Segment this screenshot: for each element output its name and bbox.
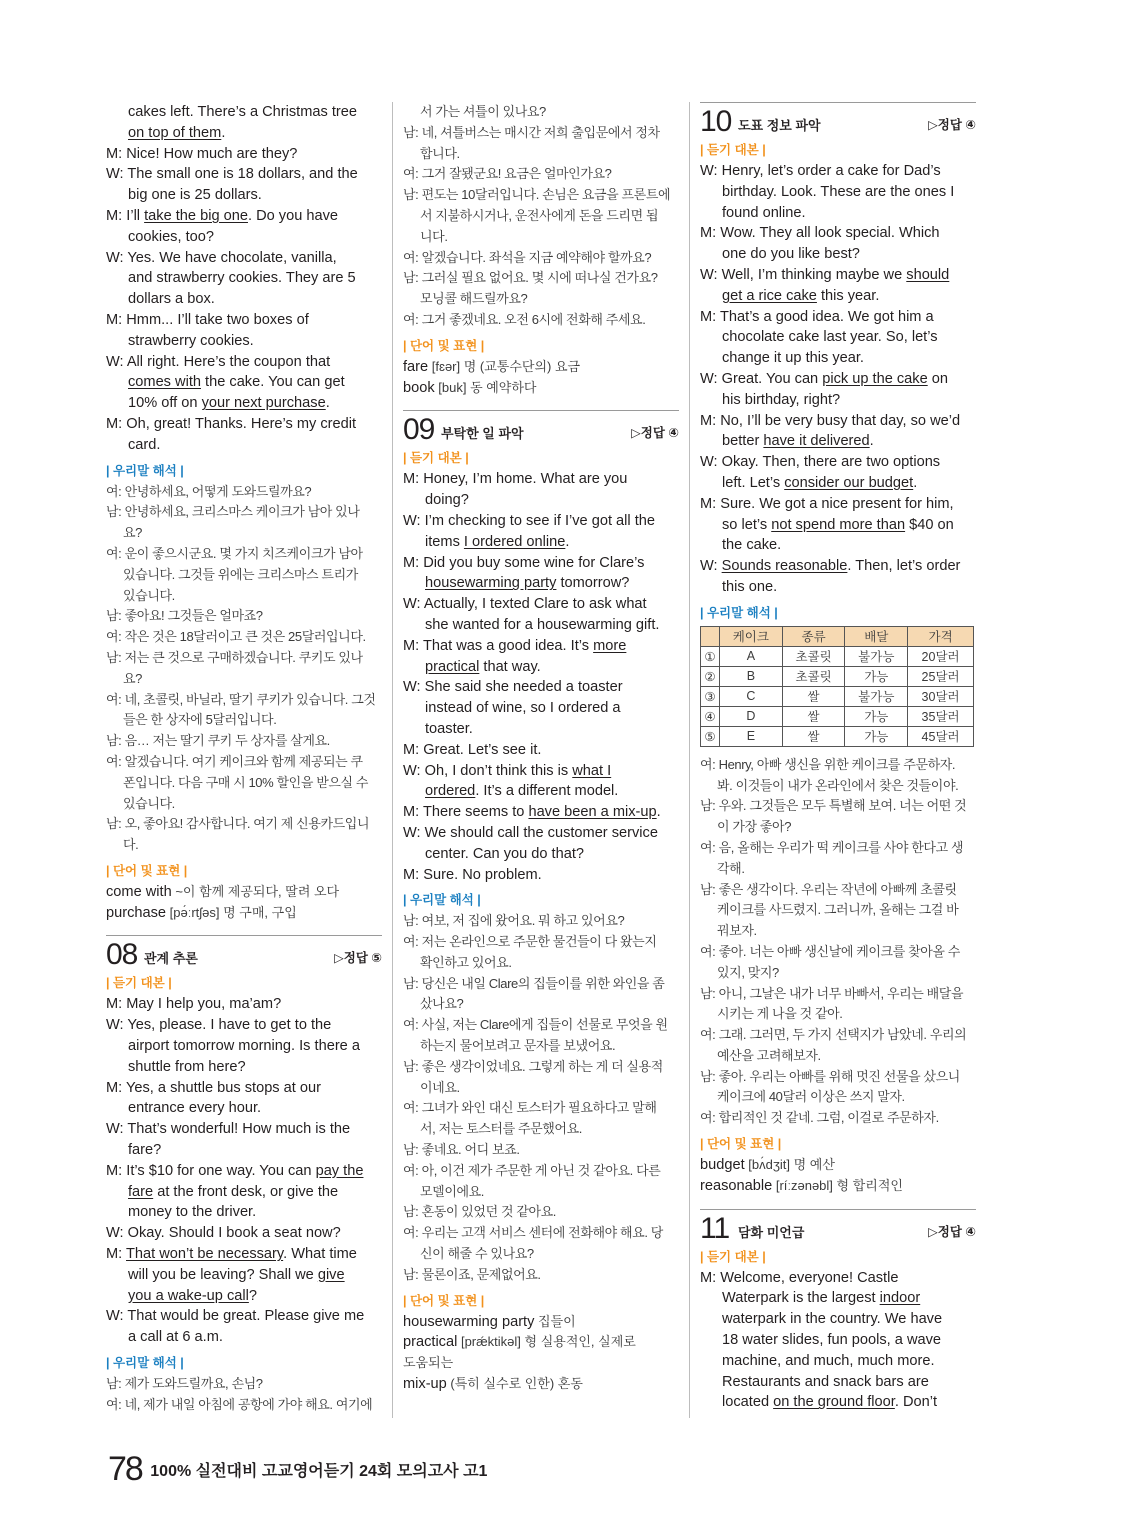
script-line: comes with the cake. You can get xyxy=(128,374,345,391)
translation-line: 있지, 맞지? xyxy=(717,964,779,980)
script-line: M: Yes, a shuttle bus stops at our xyxy=(106,1079,321,1096)
translation-line: 남: 편도는 10달러입니다. 손님은 요금을 프론트에 xyxy=(403,187,671,203)
translation-line: 케이크를 사드렸지. 그러니까, 올해는 그걸 바 xyxy=(717,902,959,918)
vocab-item: book [buk] 동 예약하다 xyxy=(403,379,537,396)
question-title: 관계 추론 xyxy=(144,951,198,967)
translation-line: 남: 좋은 생각이었네요. 그렇게 하는 게 더 실용적 xyxy=(403,1058,663,1074)
column-2 xyxy=(403,102,679,1395)
table-cell: C xyxy=(720,686,783,706)
question-number: 09 xyxy=(403,413,435,447)
script-line: 18 water slides, fun pools, a wave xyxy=(722,1332,942,1349)
script-line: ordered. It’s a different model. xyxy=(425,783,619,800)
script-label: | 듣기 대본 | xyxy=(106,976,172,991)
translation-line: 각해. xyxy=(717,860,745,876)
script-line: the cake. xyxy=(722,537,782,554)
script-line: get a rice cake this year. xyxy=(722,287,880,304)
script-line: W: All right. Here’s the coupon that xyxy=(106,353,331,370)
script-line: toaster. xyxy=(425,720,473,737)
script-line: 10% off on your next purchase. xyxy=(128,395,330,412)
translation-line: 들은 한 상자에 5달러입니다. xyxy=(123,712,277,728)
script-line: shuttle from here? xyxy=(128,1058,246,1075)
script-line: M: Honey, I’m home. What are you xyxy=(403,471,628,488)
answer-badge: ▷정답 ④ xyxy=(631,426,679,441)
script-line: M: Great. Let’s see it. xyxy=(403,741,542,758)
column-divider-2 xyxy=(689,102,690,1418)
vocab-item: come with ~이 함께 제공되다, 딸려 오다 xyxy=(106,883,340,900)
script-line: W: The small one is 18 dollars, and the xyxy=(106,166,358,183)
translation-line: 여: 알겠습니다. 좌석을 지금 예약해야 할까요? xyxy=(403,249,652,265)
script-line: M: I’ll take the big one. Do you have xyxy=(106,207,339,224)
translation-line: 여: 작은 것은 18달러이고 큰 것은 25달러입니다. xyxy=(106,629,366,645)
script-line: this one. xyxy=(722,578,778,595)
table-cell: ① xyxy=(701,646,720,666)
vocab-label: | 단어 및 표현 | xyxy=(403,338,485,353)
script-line: left. Let’s consider our budget. xyxy=(722,474,918,491)
script-line: housewarming party tomorrow? xyxy=(425,575,630,592)
script-line: M: No, I’ll be very busy that day, so we’d xyxy=(700,412,961,429)
vocab-label: | 단어 및 표현 | xyxy=(403,1293,485,1308)
script-line: doing? xyxy=(425,492,469,509)
vocab-item: practical [prǽktikəl] 형 실용적인, 실제로 xyxy=(403,1334,636,1351)
translation-line: 남: 혼동이 있었던 것 같아요. xyxy=(403,1204,557,1220)
answer-badge: ▷정답 ④ xyxy=(928,118,976,132)
script-line: located on the ground floor. Don’t xyxy=(722,1394,938,1411)
script-line: M: May I help you, ma’am? xyxy=(106,996,282,1013)
translation-line: 폰입니다. 다음 구매 시 10% 할인을 받으실 수 xyxy=(123,774,369,790)
script-line: W: Yes. We have chocolate, vanilla, xyxy=(106,249,337,266)
answer-badge: ▷정답 ⑤ xyxy=(334,951,382,966)
question-number: 10 xyxy=(700,105,732,138)
question-header-09 xyxy=(403,410,679,447)
script-label: | 듣기 대본 | xyxy=(700,1249,766,1264)
script-line: M: Did you buy some wine for Clare’s xyxy=(403,554,645,571)
script-line: M: That’s a good idea. We got him a xyxy=(700,308,934,325)
question-title: 도표 정보 파악 xyxy=(738,118,821,133)
table-cell: D xyxy=(720,706,783,726)
script-line: card. xyxy=(128,436,161,453)
column-3 xyxy=(700,102,976,1413)
script-line: M: Wow. They all look special. Which xyxy=(700,225,940,242)
vocab-item: reasonable [ríːzənəbl] 형 합리적인 xyxy=(700,1177,903,1194)
question-header-11 xyxy=(700,1209,976,1246)
script-line: will you be leaving? Shall we give xyxy=(128,1266,345,1283)
script-line: Restaurants and snack bars are xyxy=(722,1373,929,1390)
translation-line: 남: 그러실 필요 없어요. 몇 시에 떠나실 건가요? xyxy=(403,270,658,286)
translation-label: | 우리말 해석 | xyxy=(106,463,184,478)
script-line: M: Sure. We got a nice present for him, xyxy=(700,495,954,512)
translation-line: 여: 그거 잘됐군요! 요금은 얼마인가요? xyxy=(403,166,612,182)
table-header: 종류 xyxy=(782,626,845,646)
script-line: M: Nice! How much are they? xyxy=(106,145,298,162)
translation-line: 꿔보자. xyxy=(717,923,757,939)
script-line: she wanted for a housewarming gift. xyxy=(425,616,660,633)
translation-line: 남: 좋네요. 어디 보죠. xyxy=(403,1142,520,1158)
script-line: cakes left. There’s a Christmas tree xyxy=(128,104,357,120)
question-number: 11 xyxy=(700,1211,730,1245)
script-line: W: That’s wonderful! How much is the xyxy=(106,1121,351,1138)
translation-line: 시키는 게 나을 것 같아. xyxy=(717,1006,843,1022)
translation-line: 샀나요? xyxy=(420,996,464,1012)
page-number: 78 xyxy=(108,1450,142,1488)
translation-label: | 우리말 해석 | xyxy=(106,1356,184,1371)
script-line: W: She said she needed a toaster xyxy=(403,679,623,696)
table-cell: ② xyxy=(701,666,720,686)
script-label: | 듣기 대본 | xyxy=(403,451,469,466)
table-row xyxy=(701,686,974,706)
script-line: M: It’s $10 for one way. You can pay the xyxy=(106,1162,364,1179)
table-cell: ④ xyxy=(701,706,720,726)
translation-line: 있습니다. xyxy=(123,587,175,603)
script-line: fare at the front desk, or give the xyxy=(128,1183,339,1200)
translation-line: 여: 사실, 저는 Clare에게 집들이 선물로 무엇을 원 xyxy=(403,1017,668,1033)
translation-line: 예산을 고려해보자. xyxy=(717,1047,821,1063)
translation-line: 여: 그녀가 와인 대신 토스터가 필요하다고 말해 xyxy=(403,1100,657,1116)
script-line: M: There seems to have been a mix-up. xyxy=(403,804,661,821)
translation-line: 서 지불하시거나, 운전사에게 돈을 드리면 됩 xyxy=(420,207,659,223)
table-header xyxy=(701,626,720,646)
script-line: Waterpark is the largest indoor xyxy=(722,1290,921,1307)
vocab-item: fare [fɛər] 명 (교통수단의) 요금 xyxy=(403,358,581,375)
column-1 xyxy=(106,102,382,1416)
question-number: 08 xyxy=(106,938,138,972)
script-line: big one is 25 dollars. xyxy=(128,187,262,204)
script-line: strawberry cookies. xyxy=(128,332,254,349)
translation-line: 여: 저는 온라인으로 주문한 물건들이 다 왔는지 xyxy=(403,934,657,950)
script-line: W: Oh, I don’t think this is what I xyxy=(403,762,612,779)
table-cell: 45달러 xyxy=(908,726,974,746)
script-line: W: Okay. Should I book a seat now? xyxy=(106,1225,341,1242)
translation-line: 합니다. xyxy=(420,145,460,161)
vocab-item: mix-up (특히 실수로 인한) 혼동 xyxy=(403,1376,583,1393)
book-title: 100% 실전대비 고교영어듣기 24회 모의고사 고1 xyxy=(150,1462,488,1480)
page-footer xyxy=(108,1449,487,1489)
script-line: M: Welcome, everyone! Castle xyxy=(700,1269,899,1286)
table-header: 가격 xyxy=(908,626,974,646)
translation-line: 남: 네, 셔틀버스는 매시간 저희 출입문에서 정차 xyxy=(403,124,660,140)
translation-line: 남: 저는 큰 것으로 구매하겠습니다. 쿠키도 있나 xyxy=(106,649,363,665)
table-cell: 초콜릿 xyxy=(782,646,845,666)
script-line: W: Well, I’m thinking maybe we should xyxy=(700,266,950,283)
table-cell: ③ xyxy=(701,686,720,706)
script-line: M: Oh, great! Thanks. Here’s my credit xyxy=(106,415,357,432)
translation-line: 신이 해줄 수 있나요? xyxy=(420,1246,534,1262)
script-line: M: That was a good idea. It’s more xyxy=(403,637,627,654)
script-line: entrance every hour. xyxy=(128,1100,262,1117)
translation-line: 여: 운이 좋으시군요. 몇 가지 치즈케이크가 남아 xyxy=(106,545,363,561)
translation-line: 있습니다. xyxy=(123,795,175,811)
translation-line: 확인하고 있어요. xyxy=(420,954,512,970)
translation-line: 케이크에 40달러 이상은 쓰지 말자. xyxy=(717,1089,905,1105)
table-row xyxy=(701,726,974,746)
script-line: you a wake-up call? xyxy=(128,1287,257,1304)
table-cell: E xyxy=(720,726,783,746)
translation-line: 남: 좋아. 우리는 아빠를 위해 멋진 선물을 샀으니 xyxy=(700,1068,960,1084)
table-cell: ⑤ xyxy=(701,726,720,746)
table-cell: 초콜릿 xyxy=(782,666,845,686)
vocab-item: housewarming party 집들이 xyxy=(403,1313,576,1330)
table-cell: 가능 xyxy=(845,726,908,746)
cake-table xyxy=(700,626,974,747)
script-line: birthday. Look. These are the ones I xyxy=(722,183,955,200)
script-line: W: I’m checking to see if I’ve got all the xyxy=(403,512,655,529)
table-cell: 가능 xyxy=(845,706,908,726)
translation-line: 요? xyxy=(123,525,142,541)
translation-line: 남: 오, 좋아요! 감사합니다. 여기 제 신용카드입니 xyxy=(106,816,370,832)
script-line: items I ordered online. xyxy=(425,533,570,550)
translation-line: 여: 아, 이건 제가 주문한 게 아닌 것 같아요. 다른 xyxy=(403,1162,661,1178)
script-line: W: Okay. Then, there are two options xyxy=(700,454,941,471)
translation-line: 있습니다. 그것들 위에는 크리스마스 트리가 xyxy=(123,566,358,582)
script-line: W: We should call the customer service xyxy=(403,824,658,841)
translation-line: 여: 합리적인 것 같네. 그럼, 이걸로 주문하자. xyxy=(700,1110,939,1126)
translation-line: 서 가는 셔틀이 있나요? xyxy=(420,104,546,119)
table-cell: 쌀 xyxy=(782,686,845,706)
translation-line: 남: 아니, 그날은 내가 너무 바빠서, 우리는 배달을 xyxy=(700,985,964,1001)
translation-line: 이 가장 좋아? xyxy=(717,819,792,835)
script-line: M: Sure. No problem. xyxy=(403,866,542,883)
translation-label: | 우리말 해석 | xyxy=(700,605,778,620)
table-cell: 불가능 xyxy=(845,646,908,666)
translation-line: 남: 우와. 그것들은 모두 특별해 보여. 너는 어떤 것 xyxy=(700,798,967,814)
script-line: one do you like best? xyxy=(722,246,860,263)
table-cell: 쌀 xyxy=(782,726,845,746)
table-cell: 쌀 xyxy=(782,706,845,726)
translation-line: 여: 우리는 고객 서비스 센터에 전화해야 해요. 당 xyxy=(403,1225,663,1241)
table-cell: 35달러 xyxy=(908,706,974,726)
translation-line: 남: 물론이죠, 문제없어요. xyxy=(403,1266,541,1282)
script-line: cookies, too? xyxy=(128,228,214,245)
question-header-10 xyxy=(700,102,976,139)
table-cell: 불가능 xyxy=(845,686,908,706)
translation-line: 모닝콜 해드릴까요? xyxy=(420,291,528,307)
translation-line: 모델이에요. xyxy=(420,1183,485,1199)
script-line: his birthday, right? xyxy=(722,391,841,408)
translation-line: 남: 좋아요! 그것들은 얼마죠? xyxy=(106,608,263,624)
script-line: and strawberry cookies. They are 5 xyxy=(128,270,356,287)
translation-line: 요? xyxy=(123,670,142,686)
column-divider-1 xyxy=(392,102,393,1418)
script-label: | 듣기 대본 | xyxy=(700,143,766,157)
translation-line: 여: Henry, 아빠 생신을 위한 케이크를 주문하자. xyxy=(700,756,956,772)
script-line: W: Yes, please. I have to get to the xyxy=(106,1017,332,1034)
translation-line: 여: 알겠습니다. 여기 케이크와 함께 제공되는 쿠 xyxy=(106,753,363,769)
table-header-row xyxy=(701,626,974,646)
translation-line: 여: 그거 좋겠네요. 오전 6시에 전화해 주세요. xyxy=(403,311,646,327)
script-line: W: Henry, let’s order a cake for Dad’s xyxy=(700,163,941,179)
script-line: airport tomorrow morning. Is there a xyxy=(128,1038,360,1055)
script-line: center. Can you do that? xyxy=(425,845,585,862)
table-row xyxy=(701,666,974,686)
translation-line: 남: 여보, 저 집에 왔어요. 뭐 하고 있어요? xyxy=(403,913,625,929)
translation-line: 남: 제가 도와드릴까요, 손님? xyxy=(106,1376,263,1392)
translation-line: 다. xyxy=(123,837,139,853)
translation-line: 여: 안녕하세요, 어떻게 도와드릴까요? xyxy=(106,483,312,499)
table-cell: B xyxy=(720,666,783,686)
script-line: a call at 6 a.m. xyxy=(128,1329,223,1346)
script-line: change it up this year. xyxy=(722,350,864,367)
table-cell: 20달러 xyxy=(908,646,974,666)
vocab-label: | 단어 및 표현 | xyxy=(700,1137,782,1152)
script-line: W: Sounds reasonable. Then, let’s order xyxy=(700,558,961,575)
script-line: M: That won’t be necessary. What time xyxy=(106,1246,357,1263)
script-line: W: That would be great. Please give me xyxy=(106,1308,365,1325)
vocab-item: budget [bʌ́dʒit] 명 예산 xyxy=(700,1157,835,1174)
translation-line: 남: 안녕하세요, 크리스마스 케이크가 남아 있나 xyxy=(106,504,360,520)
script-line: practical that way. xyxy=(425,658,541,675)
translation-line: 봐. 이것들이 내가 온라인에서 찾은 것들이야. xyxy=(717,777,959,793)
question-title: 부탁한 일 파악 xyxy=(441,426,524,442)
script-line: W: Great. You can pick up the cake on xyxy=(700,370,948,387)
translation-line: 서, 저는 토스터를 주문했어요. xyxy=(420,1121,582,1137)
script-line: so let’s not spend more than $40 on xyxy=(722,516,954,533)
script-line: waterpark in the country. We have xyxy=(722,1311,943,1328)
script-line: better have it delivered. xyxy=(722,433,874,450)
translation-line: 하는지 물어보려고 문자를 보냈어요. xyxy=(420,1038,616,1054)
table-cell: 가능 xyxy=(845,666,908,686)
table-cell: 25달러 xyxy=(908,666,974,686)
answer-badge: ▷정답 ④ xyxy=(928,1224,976,1239)
script-line: dollars a box. xyxy=(128,291,215,308)
script-line: W: Actually, I texted Clare to ask what xyxy=(403,596,647,613)
translation-label: | 우리말 해석 | xyxy=(403,893,481,908)
translation-line: 여: 네, 초콜릿, 바닐라, 딸기 쿠키가 있습니다. 그것 xyxy=(106,691,376,707)
question-title: 담화 미언급 xyxy=(738,1224,805,1240)
translation-line: 여: 음, 올해는 우리가 떡 케이크를 사야 한다고 생 xyxy=(700,839,964,855)
vocab-item: purchase [pə́ːrtʃəs] 명 구매, 구입 xyxy=(106,904,297,921)
table-row xyxy=(701,706,974,726)
table-row xyxy=(701,646,974,666)
script-line: found online. xyxy=(722,204,806,221)
table-cell: A xyxy=(720,646,783,666)
script-line: fare? xyxy=(128,1142,162,1159)
script-line: machine, and much, much more. xyxy=(722,1352,935,1369)
translation-line: 여: 네, 제가 내일 아침에 공항에 가야 해요. 여기에 xyxy=(106,1396,373,1412)
translation-line: 여: 그래. 그러면, 두 가지 선택지가 남았네. 우리의 xyxy=(700,1027,967,1043)
table-header: 배달 xyxy=(845,626,908,646)
script-line: instead of wine, so I ordered a xyxy=(425,700,621,717)
translation-line: 남: 음… 저는 딸기 쿠키 두 상자를 살게요. xyxy=(106,733,330,749)
table-header: 케이크 xyxy=(720,626,783,646)
translation-line: 니다. xyxy=(420,228,448,244)
translation-line: 남: 좋은 생각이다. 우리는 작년에 아빠께 초콜릿 xyxy=(700,881,957,897)
translation-line: 이네요. xyxy=(420,1079,460,1095)
script-line: on top of them. xyxy=(128,124,226,141)
translation-line: 여: 좋아. 너는 아빠 생신날에 케이크를 찾아올 수 xyxy=(700,943,960,959)
question-header-08 xyxy=(106,935,382,972)
vocab-label: | 단어 및 표현 | xyxy=(106,863,188,878)
vocab-item: 도움되는 xyxy=(403,1355,454,1371)
script-line: M: Hmm... I’ll take two boxes of xyxy=(106,311,309,328)
script-line: money to the driver. xyxy=(128,1204,257,1221)
table-cell: 30달러 xyxy=(908,686,974,706)
translation-line: 남: 당신은 내일 Clare의 집들이를 위한 와인을 좀 xyxy=(403,975,665,991)
script-line: chocolate cake last year. So, let’s xyxy=(722,329,938,346)
